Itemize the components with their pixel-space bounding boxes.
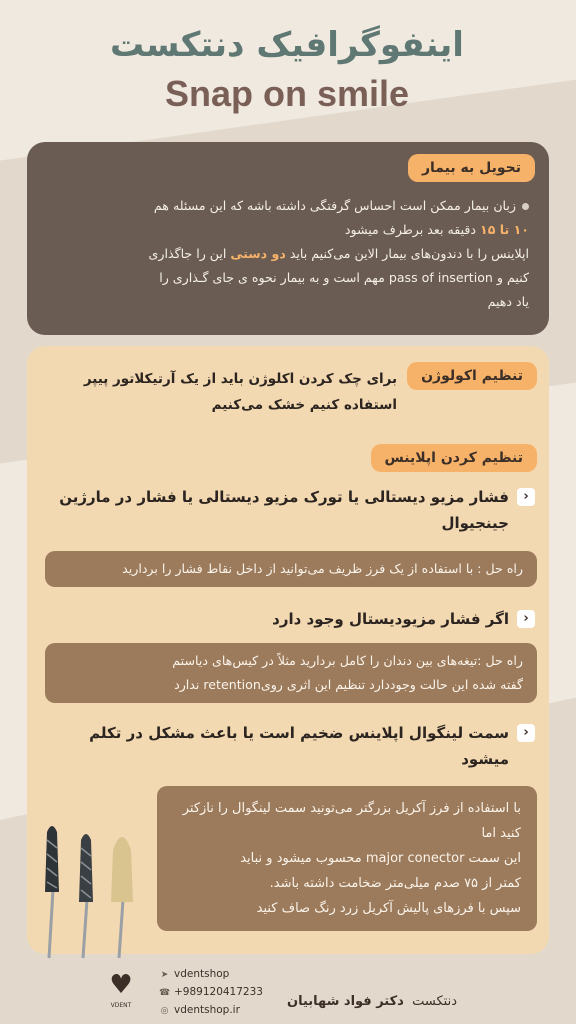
page-title-english: Snap on smile (165, 73, 411, 114)
bullet-icon (523, 203, 530, 210)
footer (0, 960, 576, 1024)
acrylic-burs-illustration (40, 810, 150, 960)
chevron-icon: ‹ (518, 610, 536, 628)
bur-left-icon (46, 826, 60, 958)
solution-3-line-3: کمتر از ۷۵ صدم میلی‌متر ضخامت داشته باشد. (270, 876, 522, 891)
occlusion-text: برای چک کردن اکلوژن باید از یک آرتیکلاتور پیپر استفاده کنیم خشک می‌کنیم (84, 371, 399, 413)
solution-3-box (158, 786, 538, 931)
solution-2-line-2: گفته شده این حالت وجوددارد تنظیم این اثری رویretention ندارد (175, 677, 524, 692)
bur-middle-icon (80, 834, 94, 958)
appliance-item-3 (58, 720, 536, 772)
delivery-card (28, 142, 550, 335)
telegram-icon: ➤ (161, 970, 170, 980)
solution-3-line-2: این سمت major conector محسوب میشود و نباید (241, 851, 522, 866)
phone-number[interactable]: +989120417233 (175, 986, 264, 998)
appliance-item-2 (58, 606, 536, 632)
delivery-line-3: اپلاینس را با دندون‌های بیمار الاین می‌کنیم باید دو دستی این را جاگذاری (149, 246, 530, 261)
item-3-text: سمت لینگوال اپلاینس ضخیم است یا باعث مشکل در تکلم میشود (90, 724, 510, 768)
appliance-pill: تنظیم کردن اپلاینس (372, 444, 538, 472)
delivery-line-1: زبان بیمار ممکن است احساس گرفتگی داشته باشه که این مسئله هم (46, 194, 530, 218)
telegram-handle[interactable]: vdentshop (175, 968, 231, 980)
phone-icon: ☎ (160, 988, 172, 998)
website-link[interactable]: vdentshop.ir (175, 1004, 241, 1016)
delivery-text (46, 194, 530, 314)
bur-right-icon (112, 837, 134, 958)
occlusion-pill: تنظیم اکولوژن (408, 362, 538, 390)
delivery-line-4: کنیم و pass of insertion مهم است و به بیمار نحوه ی جای گـذاری را (160, 270, 530, 285)
item-1-text: فشار مزیو دیستالی یا تورک مزیو دیستالی یا فشار در مارژین جینجیوال (60, 488, 510, 532)
footer-contacts (160, 966, 264, 1020)
tooth-icon: ♥ (110, 970, 134, 1000)
header (0, 20, 576, 118)
solution-2-box (46, 643, 538, 703)
solution-3-line-4: سپس با فرزهای پالیش آکریل زرد رنگ صاف کنید (257, 901, 522, 916)
delivery-line-5: یاد دهیم (488, 294, 530, 309)
chevron-icon: ‹ (518, 724, 536, 742)
solution-1-box (46, 551, 538, 587)
item-2-text: اگر فشار مزیودیستال وجود دارد (273, 610, 510, 628)
delivery-line-2: ۱۰ تا ۱۵ دقیقه بعد برطرف میشود (345, 222, 530, 237)
globe-icon: ◎ (161, 1006, 170, 1016)
appliance-item-1 (58, 484, 536, 536)
solution-3-line-1: با استفاده از فرز آکریل بزرگتر می‌تونید سمت لینگوال را نازکتر کنید اما (183, 801, 522, 841)
solution-2-line-1: راه حل :تیغه‌های بین دندان را کامل بردارید مثلاً در کیس‌های دیاستم (173, 653, 524, 668)
footer-credit: دنتکست دکتر فواد شهابیان (287, 994, 458, 1009)
occlusion-row (58, 362, 538, 418)
solution-1-text: راه حل : با استفاده از یک فرز ظریف می‌توانید از داخل نقاط فشار را بردارید (123, 561, 524, 576)
chevron-icon: ‹ (518, 488, 536, 506)
vdent-logo: ♥ VDENT (104, 968, 140, 1016)
delivery-pill: تحویل به بیمار (409, 154, 536, 182)
page-title-persian: اینفوگرافیک دنتکست (111, 25, 465, 65)
